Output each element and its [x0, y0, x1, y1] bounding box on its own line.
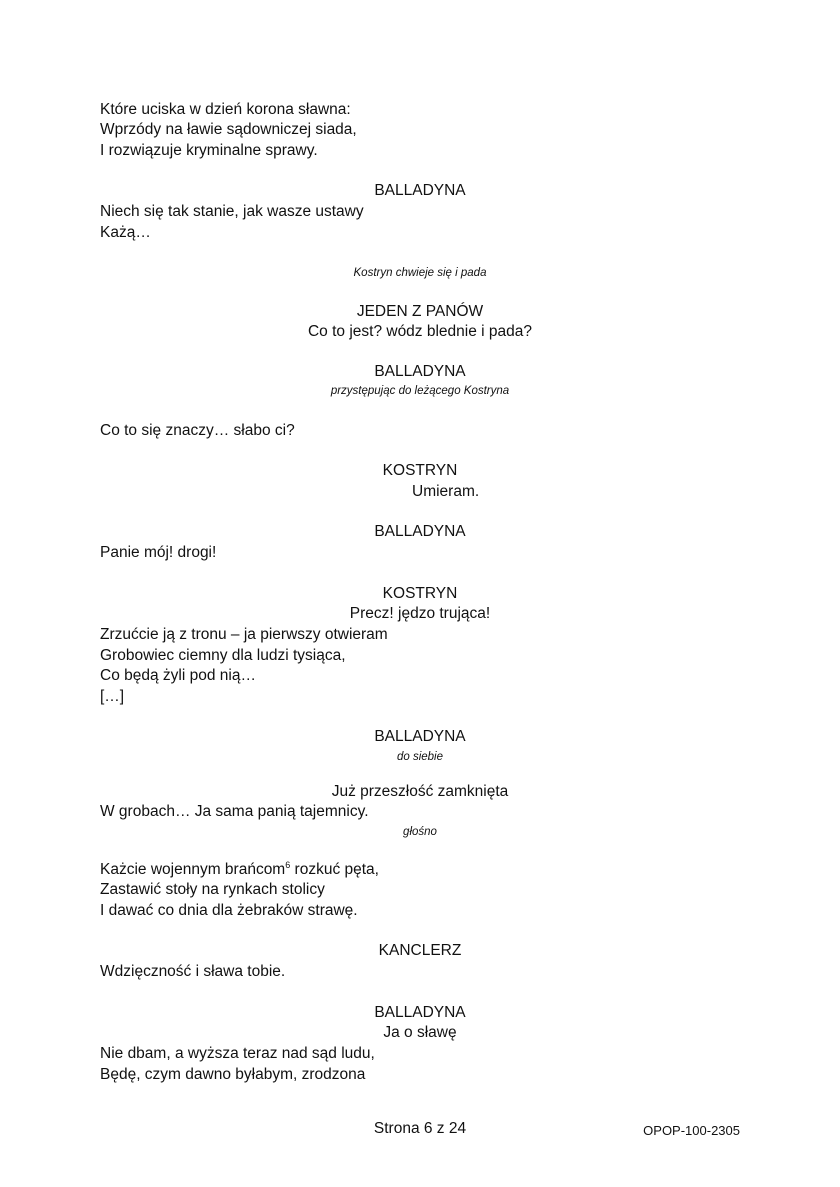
verse-line: I rozwiązuje kryminalne sprawy.	[100, 142, 318, 159]
speaker-name: KOSTRYN	[382, 585, 458, 602]
verse-line: Grobowiec ciemny dla ludzi tysiąca,	[100, 647, 346, 664]
verse-line: I dawać co dnia dla żebraków strawę.	[100, 902, 358, 919]
verse-line: […]	[100, 688, 125, 705]
verse-text: rozkuć pęta,	[290, 861, 379, 878]
verse-line: Każą…	[100, 224, 151, 241]
verse-line: Wdzięczność i sława tobie.	[100, 963, 286, 980]
footnote-marker: 6	[285, 860, 291, 870]
verse-line: Umieram.	[412, 483, 480, 500]
stage-direction: przystępując do leżącego Kostryna	[330, 385, 510, 397]
verse-line: Co to się znaczy… słabo ci?	[100, 422, 295, 439]
speaker-name: JEDEN Z PANÓW	[356, 303, 484, 320]
speaker-name: BALLADYNA	[374, 728, 466, 745]
stage-direction: do siebie	[396, 751, 444, 763]
verse-line: Zastawić stoły na rynkach stolicy	[100, 881, 325, 898]
verse-line	[100, 860, 379, 880]
speaker-name: BALLADYNA	[374, 1004, 466, 1021]
speaker-name: KOSTRYN	[382, 462, 458, 479]
verse-line: Wprzódy na ławie sądowniczej siada,	[100, 121, 357, 138]
verse-line: Które uciska w dzień korona sławna:	[100, 101, 351, 118]
verse-line: Panie mój! drogi!	[100, 544, 217, 561]
exam-code: OPOP-100-2305	[643, 1123, 740, 1138]
verse-line: Ja o sławę	[383, 1024, 457, 1041]
verse-line: Niech się tak stanie, jak wasze ustawy	[100, 203, 364, 220]
verse-line: Będę, czym dawno byłabym, zrodzona	[100, 1066, 366, 1083]
page-number: Strona 6 z 24	[373, 1120, 467, 1137]
verse-line: W grobach… Ja sama panią tajemnicy.	[100, 803, 369, 820]
speaker-name: BALLADYNA	[374, 363, 466, 380]
verse-line: Co będą żyli pod nią…	[100, 667, 256, 684]
speaker-name: KANCLERZ	[378, 942, 462, 959]
stage-direction: Kostryn chwieje się i pada	[353, 267, 487, 279]
verse-line: Zrzućcie ją z tronu – ja pierwszy otwieram	[100, 626, 388, 643]
speaker-name: BALLADYNA	[374, 182, 466, 199]
verse-text: Każcie wojennym brańcom	[100, 861, 286, 878]
verse-line: Nie dbam, a wyższa teraz nad sąd ludu,	[100, 1045, 375, 1062]
verse-line: Co to jest? wódz blednie i pada?	[307, 323, 533, 340]
stage-direction: głośno	[403, 826, 437, 838]
speaker-name: BALLADYNA	[374, 523, 466, 540]
verse-line: Precz! jędzo trująca!	[349, 605, 491, 622]
verse-line: Już przeszłość zamknięta	[331, 783, 509, 800]
